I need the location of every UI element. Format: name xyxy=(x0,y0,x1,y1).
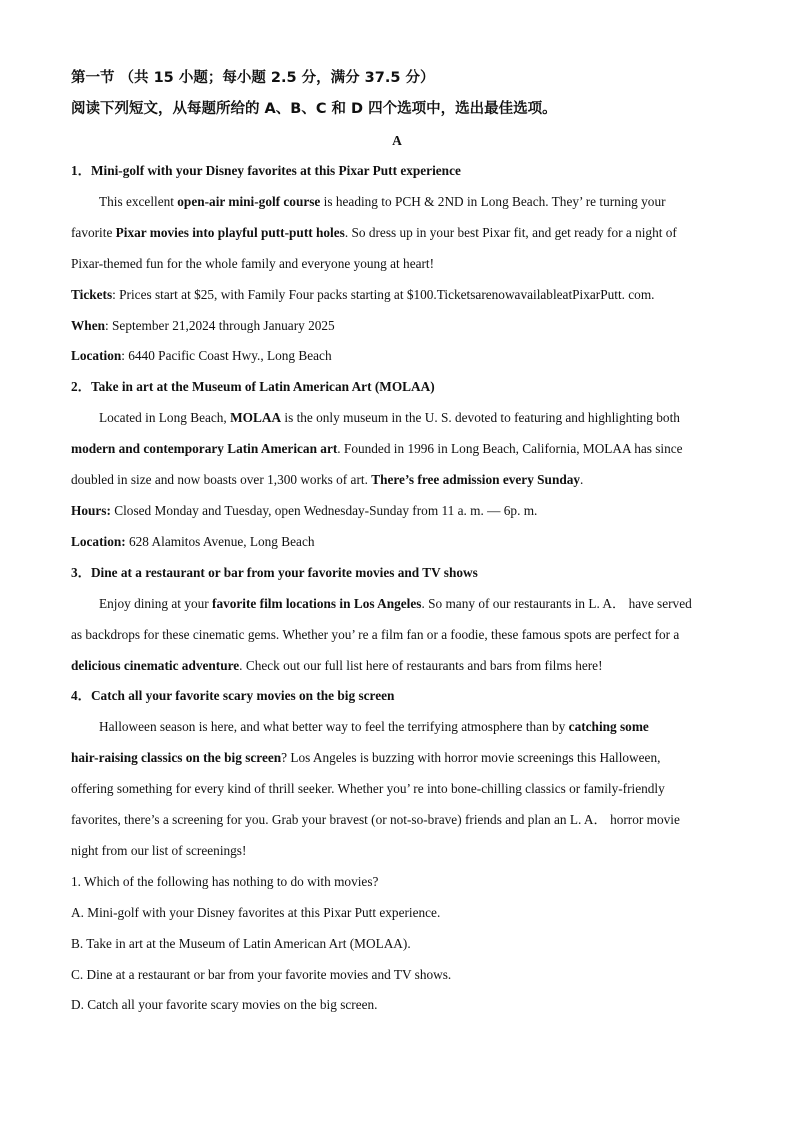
item-1-location: Location: 6440 Pacific Coast Hwy., Long Beach xyxy=(71,348,332,364)
item-1-when: When: September 21,2024 through January 2025 xyxy=(71,317,335,333)
item-4-paragraph-line-3: offering something for every kind of thrill seeker. Whether you’ re into bone-chilling classics or family-friendly xyxy=(71,781,665,797)
document-content xyxy=(71,63,723,1021)
question-option-d: D. Catch all your favorite scary movies on the big screen. xyxy=(71,997,378,1013)
item-2-paragraph-line-2: modern and contemporary Latin American art. Founded in 1996 in Long Beach, California, MOLAA has since xyxy=(71,441,683,457)
item-4-paragraph-line-2: hair-raising classics on the big screen? Los Angeles is buzzing with horror movie screenings this Halloween, xyxy=(71,750,661,766)
item-4-paragraph-line-1: Halloween season is here, and what better way to feel the terrifying atmosphere than by catching some xyxy=(99,719,649,735)
question-option-c: C. Dine at a restaurant or bar from your favorite movies and TV shows. xyxy=(71,966,452,982)
item-3-heading: 3．Dine at a restaurant or bar from your favorite movies and TV shows xyxy=(71,564,478,580)
item-1-paragraph-line-3: Pixar-themed fun for the whole family and everyone young at heart! xyxy=(71,255,435,271)
item-3-paragraph-line-3: delicious cinematic adventure. Check out our full list here of restaurants and bars from films here! xyxy=(71,657,603,673)
item-4-heading: 4．Catch all your favorite scary movies on the big screen xyxy=(71,688,395,704)
item-2-paragraph-line-1: Located in Long Beach, MOLAA is the only museum in the U. S. devoted to featuring and highlighting both xyxy=(99,410,680,426)
item-1-paragraph-line-1: This excellent open-air mini-golf course is heading to PCH & 2ND in Long Beach. They’ re turning your xyxy=(99,193,666,209)
question-stem: 1. Which of the following has nothing to do with movies? xyxy=(71,873,379,889)
item-1-paragraph-line-2: favorite Pixar movies into playful putt-putt holes. So dress up in your best Pixar fit, and get ready for a night of xyxy=(71,224,677,240)
item-2-heading: 2．Take in art at the Museum of Latin American Art (MOLAA) xyxy=(71,379,435,395)
item-1-heading: 1．Mini-golf with your Disney favorites at this Pixar Putt experience xyxy=(71,163,461,178)
item-2-location: Location: 628 Alamitos Avenue, Long Beach xyxy=(71,533,315,549)
item-1-tickets: Tickets: Prices start at $25, with Family Four packs starting at $100.TicketsarenowavailableatPixarPutt. com. xyxy=(71,286,655,302)
item-3-paragraph-line-2: as backdrops for these cinematic gems. Whether you’ re a film fan or a foodie, these famous spots are perfect for a xyxy=(71,626,680,642)
item-3-paragraph-line-1: Enjoy dining at your favorite film locations in Los Angeles. So many of our restaurants in L. A． have served xyxy=(99,595,692,611)
section-header: 第一节 （共 15 小题；每小题 2.5 分，满分 37.5 分） xyxy=(71,70,435,86)
passage-letter: A xyxy=(392,133,402,148)
item-4-paragraph-line-4: favorites, there’s a screening for you. Grab your bravest (or not-so-brave) friends and plan an L. A． horror movie xyxy=(71,812,680,828)
question-option-b: B. Take in art at the Museum of Latin American Art (MOLAA). xyxy=(71,935,411,951)
item-2-hours: Hours: Closed Monday and Tuesday, open Wednesday-Sunday from 11 a. m. — 6p. m. xyxy=(71,502,538,518)
question-option-a: A. Mini-golf with your Disney favorites at this Pixar Putt experience. xyxy=(71,904,441,920)
item-4-paragraph-line-5: night from our list of screenings! xyxy=(71,842,247,858)
instruction-line: 阅读下列短文，从每题所给的 A、B、C 和 D 四个选项中，选出最佳选项。 xyxy=(71,101,557,117)
item-2-paragraph-line-3: doubled in size and now boasts over 1,300 works of art. There’s free admission every Sunday. xyxy=(71,472,584,488)
